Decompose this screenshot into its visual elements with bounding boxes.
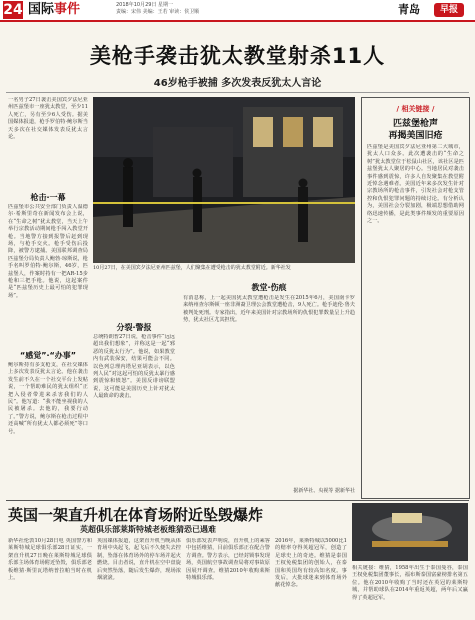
lower-photo [352,503,468,561]
lower-column-1: 新华社伦敦10月28日电 英国警方和莱斯特城足球俱乐部28日证实，一架直升机27日晚在莱斯特城足球俱乐部主场体育场附近坠毁，俱乐部老板维猜·斯里瓦塔纳普拉帕当时在机上。 [8,538,92,582]
newspaper-logo [398,2,472,18]
headline-divider [6,92,469,93]
lower-column-4: 2016年，莱斯特城以5000比1的赔率夺得英超冠军，创造了足球史上的奇迹。维猜是泰国王权免税集团的创始人，在泰国和英国均有较高知名度。事发后，大批球迷来到体育场外献花悼念。 [275,538,347,589]
sidebar-title-2: 再揭美国旧疮 [388,131,443,141]
section-accent: 事件 [54,2,81,17]
article-column-2: 鲍尔斯持有多支枪支，在社交媒体上多次发表反犹太言论。他在袭击发生前不久在一个社交平台上发帖说，一个帮助难民的犹太组织“正把入侵者带进来杀害我们的人民”。他写道：“我不能坐视我的人民被屠杀。去他的，我要行动了。”警方说，鲍尔斯在枪击过程中还高喊“所有犹太人都必须死”等口号。 [8,362,88,435]
page-number: 24 [3,2,23,18]
sidebar-title-1: 匹兹堡枪声 [392,119,438,129]
logo-text-left: 青岛 [398,3,420,16]
photo-caption: 10月27日，在美国宾夕法尼亚州匹兹堡，人们聚集在遭受枪击的犹太教堂附近。新华社发 [93,265,291,271]
page-header [0,0,475,22]
lower-column-2: 英国媒体报道，这架直升机当晚从体育场中央起飞，起飞后不久便失去控制，坠落在体育场外的停车场并起火燃烧。目击者说，直升机在空中盘旋后突然坠落，随后发生爆炸，现场浓烟滚滚。 [97,538,181,582]
section-divider [6,500,469,501]
logo-text-right: 早报 [434,3,464,17]
sidebar-box [361,97,470,499]
subhead-feeling: “感觉”·“办事” [19,351,77,360]
lower-headline: 英国一架直升机在体育场附近坠毁爆炸 [8,506,264,524]
subhead-division: 分裂·警报 [116,323,152,332]
article-column-1: 匹兹堡市公共安全部门负责人温德尔·希斯里奇在新闻发布会上说，在“生命之树”犹太教堂，当天上午举行宗教活动期间枪手闯入教堂开枪。当地警方接到报警后赶到现场，与枪手交火。枪手受伤后投降，被警方逮捕。美国联邦调查局匹兹堡分局负责人鲍勃·琼斯说，枪手名叫罗伯特·鲍尔斯，46岁，匹兹堡人，作案时持有一把AR-15步枪和三把手枪。他说，这起案件是“匹兹堡历史上最可怕的犯罪现场”。 [8,204,88,299]
main-subheadline: 46岁枪手被捕 多次发表反犹太人言论 [153,78,322,89]
subhead-church: 教堂·伤痕 [251,283,287,292]
main-headline: 美枪手袭击犹太教堂射杀11人 [89,44,386,68]
lead-paragraph: 一名男子27日袭击美国宾夕法尼亚州匹兹堡市一座犹太教堂，至少11人死亡，另有至少6人受伤。据美国媒体报道，枪手罗伯特·鲍尔斯当天多次在社交媒体发表反犹太言论。 [8,97,88,141]
sidebar-label: / 相关链接 / [396,105,435,113]
section-title [28,1,80,19]
sidebar-text: 匹兹堡是美国宾夕法尼亚州第二大城市，犹太人口众多。此次遭袭击的“生命之树”犹太教堂位于松鼠山社区，该社区是匹兹堡犹太人聚居的中心。当地居民对袭击事件感到震惊，许多人自发聚集在教堂附近悼念遇难者。美国近年来多次发生针对宗教场所的枪击事件，引发社会对枪支管控和仇恨犯罪问题的持续讨论。有分析认为，美国社会分裂加剧，极端思想借助网络迅速传播，是此类事件频发的重要原因之一。 [367,144,464,225]
issue-meta [116,2,199,16]
lower-column-5: 相关链接：维猜，1958年出生于泰国曼谷，泰国王权免税集团董事长，福布斯泰国富豪榜排名第五位。他在2010年收购了当时还在英冠的莱斯特城，并帮助球队在2014年重返英超，两年后又赢得了英超冠军。 [352,565,468,601]
subhead-shooting: 枪击·一幕 [30,193,66,202]
section-name: 国际 [28,2,55,17]
issue-date: 2018年10月29日 星期一 [116,2,174,8]
editor-credits: 责编：宋伟 美编：王若 审读：侯卫顺 [116,9,200,15]
helicopter-crash-photo-illustration [352,503,468,561]
crime-scene-photo-illustration [93,97,355,263]
lower-column-3: 俱乐部发表声明说，直升机上的乘客中包括维猜，目前俱乐部正在配合警方调查。警方表示，已经封锁事发现场，英国航空事故调查局将对事故原因展开调查。维猜2010年收购莱斯特城俱乐部。 [186,538,270,582]
news-photo [93,97,355,263]
article-column-4: 有消息称，上一起美国犹太教堂遭枪击是发生在2015年6月，美国南卡罗来纳州查尔斯顿一座非洲裔卫理公会教堂遭枪击，9人死亡。枪手迪伦·鲁夫被判处死刑。专家指出，近年来美国针对宗教场所的仇恨犯罪数量呈上升趋势，犹太社区尤其担忧。 [183,295,355,324]
article-intro-mid [93,282,175,298]
lower-subheadline: 英超俱乐部莱斯特城老板维猜恐已遇难 [80,525,216,534]
article-column-3: 总统特朗普27日说，枪击事件“远远超出我们想象”，并称这是一起“邪恶的反犹太行为”。他说，如果教堂内有武装保安，结果可能会不同。以色列总理内塔尼亚胡表示，以色列人民“对这起可怕的反犹太暴行感到震惊和愤怒”。美国反诽谤联盟说，这可能是美国历史上针对犹太人最致命的袭击。 [93,334,175,400]
article-credit: 据新华社、央视等 据新华社 [293,488,355,494]
